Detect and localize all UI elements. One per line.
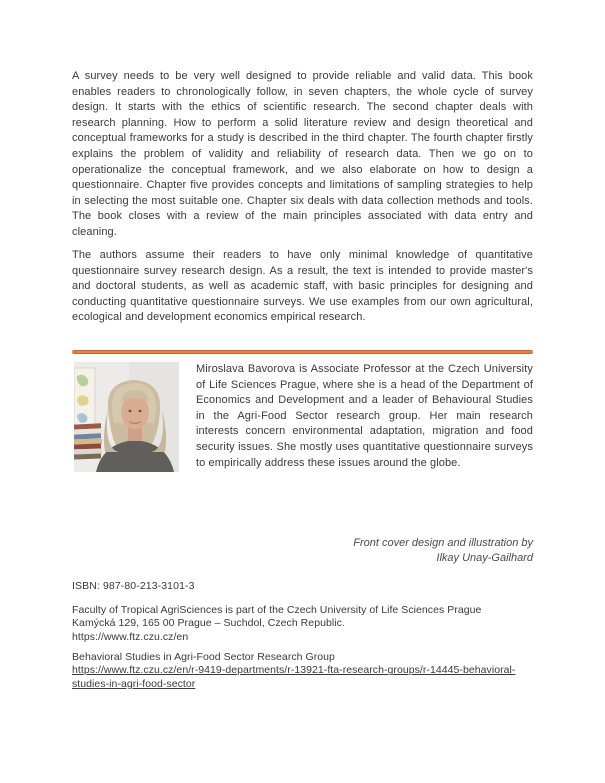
faculty-url: https://www.ftz.czu.cz/en [72,630,189,643]
author-section [74,362,533,472]
credit-line-2: Ilkay Unay-Gailhard [436,552,533,564]
orange-divider [72,350,533,354]
credit-line-1: Front cover design and illustration by [353,537,533,549]
cover-design-credit [353,536,533,566]
publisher-address: Kamýcká 129, 165 00 Prague – Suchdol, Czech Republic. [72,617,345,630]
research-group-url-link[interactable]: https://www.ftz.czu.cz/en/r-9419-departments/r-13921-fta-research-groups/r-14445-behavioral-studies-in-agri-food-sector [72,664,516,690]
author-photo [74,362,179,472]
research-group-name: Behavioral Studies in Agri-Food Sector Research Group [72,651,335,663]
isbn-line: ISBN: 987-80-213-3101-3 [72,580,195,592]
publisher-info [72,604,542,644]
synopsis-paragraph-2: The authors assume their readers to have only minimal knowledge of quantitative questionnaire survey research design. As a result, the text is intended to provide master's and doctoral students, as well as academic staff, with basic principles for designing and conducting quantitative questionnaire surveys. We use examples from our own agricultural, ecological and development economics empirical research. [72,249,533,324]
publisher-line-1: Faculty of Tropical AgriSciences is part of the Czech University of Life Sciences Prague [72,604,482,616]
research-group-info [72,651,533,691]
author-bio: Miroslava Bavorova is Associate Professor at the Czech University of Life Sciences Prague, where she is a head of the Department of Economics and Development and a leader of Behavioural Studies in the Agri-Food Sector research group. Her main research interests concern environmental adaptation, migration and food security issues. She mostly uses quantitative questionnaire surveys to empirically address these issues around the globe. [196,363,533,469]
synopsis-paragraph-1: A survey needs to be very well designed to provide reliable and valid data. This book enables readers to chronologically follow, in seven chapters, the whole cycle of survey design. It starts with the ethics of scientific research. The second chapter deals with research planning. How to perform a solid literature review and design theoretical and conceptual frameworks for a study is described in the third chapter. The fourth chapter firstly explains the problem of validity and reliability of research data. Then we go on to operationalize the conceptual framework, and we also elaborate on how to design a questionnaire. Chapter five provides concepts and limitations of sampling strategies to help in selecting the most suitable one. Chapter six deals with data collection methods and tools. The book closes with a review of the main principles associated with data entry and cleaning. [72,70,533,238]
